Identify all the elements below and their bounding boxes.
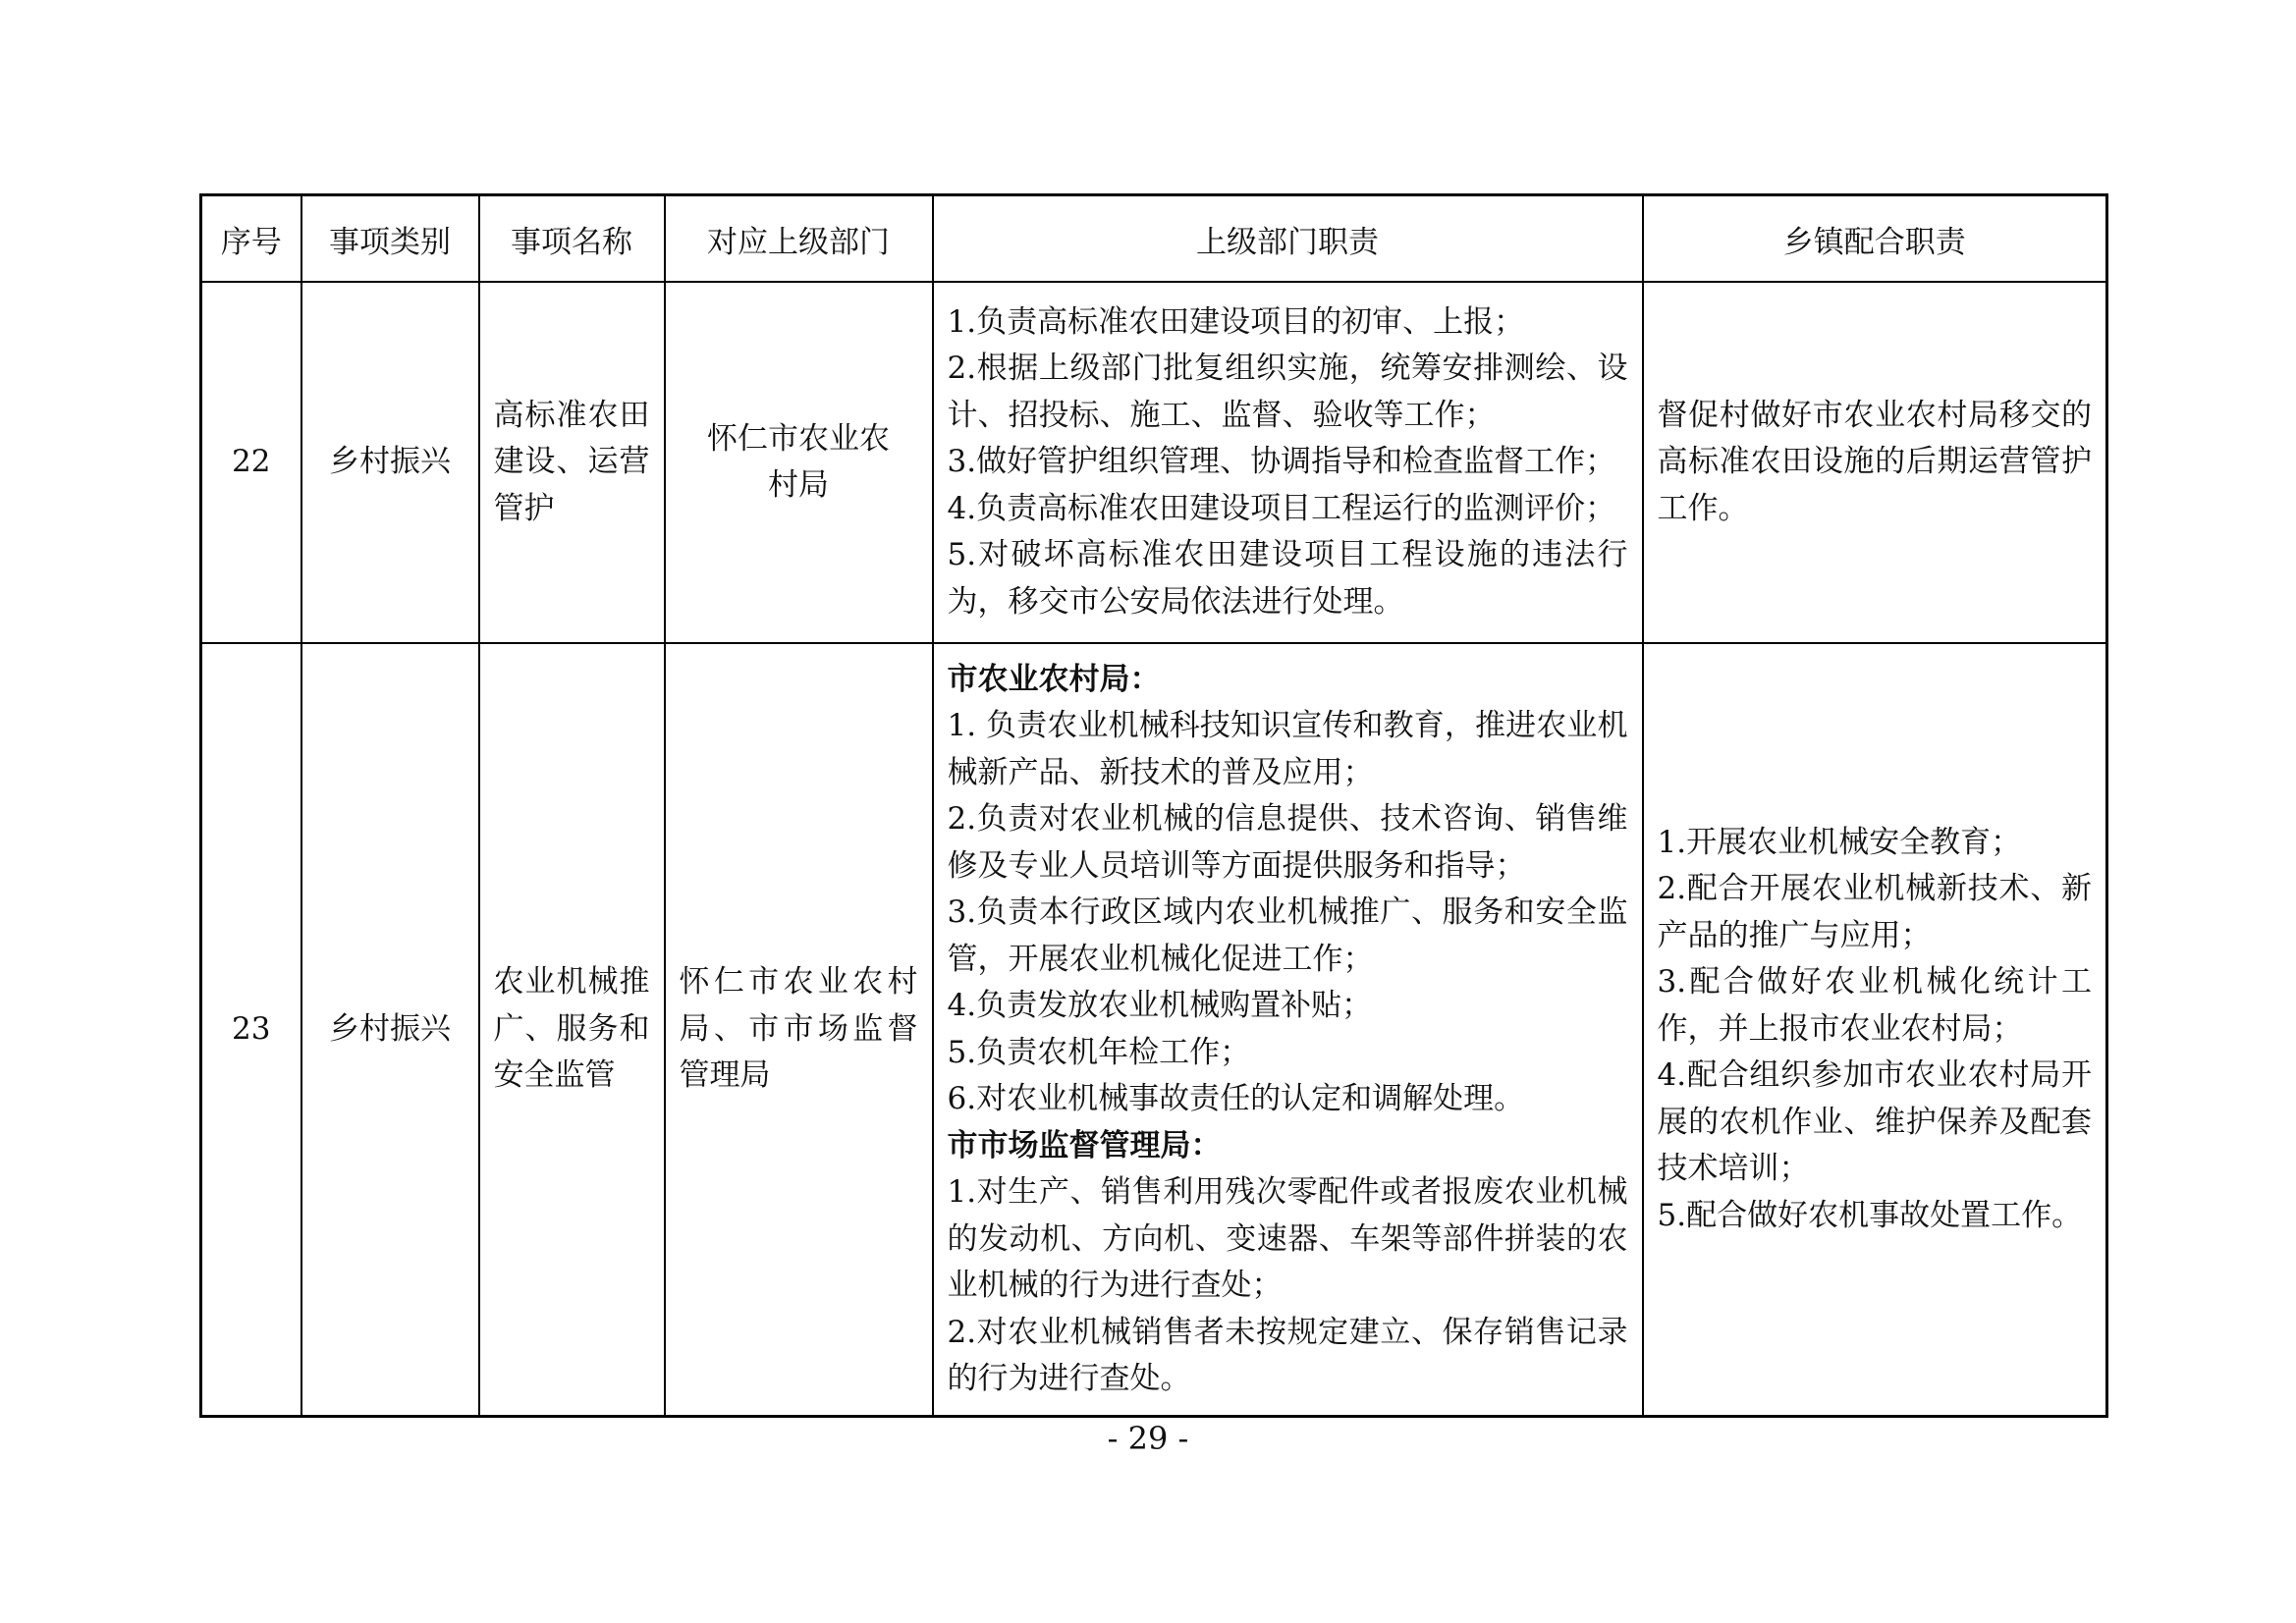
duty-item: 2.配合开展农业机械新技术、新产品的推广与应用； [1657,871,2092,953]
duty-item: 督促村做好市农业农村局移交的高标准农田设施的后期运营管护工作。 [1657,397,2092,526]
cell-town-duties [1643,643,2107,1417]
cell-dept-duties [933,282,1643,643]
duty-item: 5.对破坏高标准农田建设项目工程设施的违法行为，移交市公安局依法进行处理。 [947,537,1628,620]
duty-item: 1.负责高标准农田建设项目的初审、上报； [947,303,1525,340]
duty-item: 5.负责农机年检工作； [947,1034,1251,1070]
duty-group-heading: 市市场监督管理局： [947,1127,1222,1163]
cell-department: 怀仁市农业农村局、市市场监督管理局 [665,643,933,1417]
duty-item: 5.配合做好农机事故处置工作。 [1657,1197,2083,1233]
duty-item: 3.配合做好农业机械化统计工作，并上报市农业农村局； [1657,964,2092,1047]
cell-item-name: 高标准农田建设、运营管护 [479,282,665,643]
duty-item: 4.配合组织参加市农业农村局开展的农机作业、维护保养及配套技术培训； [1657,1057,2092,1187]
cell-department: 怀仁市农业农村局 [665,282,933,643]
cell-category: 乡村振兴 [301,643,479,1417]
duty-table [199,193,2108,1418]
header-item-name: 事项名称 [479,195,665,283]
duty-item: 4.负责发放农业机械购置补贴； [947,988,1373,1023]
cell-item-name: 农业机械推广、服务和安全监管 [479,643,665,1417]
duty-item: 4.负责高标准农田建设项目工程运行的监测评价； [947,490,1616,526]
duty-item: 2.负责对农业机械的信息提供、技术咨询、销售维修及专业人员培训等方面提供服务和指导； [947,801,1628,884]
duty-item: 6.对农业机械事故责任的认定和调解处理。 [947,1081,1525,1116]
header-department: 对应上级部门 [665,195,933,283]
header-seq: 序号 [201,195,301,283]
cell-category: 乡村振兴 [301,282,479,643]
duty-item: 1.对生产、销售利用残次零配件或者报废农业机械的发动机、方向机、变速器、车架等部件拼装的农业机械的行为进行查处； [947,1174,1628,1303]
table-row [201,282,2107,643]
cell-dept-duties [933,643,1643,1417]
duty-group-heading: 市农业农村局： [947,661,1161,697]
duty-item: 3.负责本行政区域内农业机械推广、服务和安全监管，开展农业机械化促进工作； [947,894,1628,977]
header-town-duties: 乡镇配合职责 [1643,195,2107,283]
duty-item: 1.开展农业机械安全教育； [1657,824,2022,860]
cell-seq: 22 [201,282,301,643]
page-number: - 29 - [1107,1420,1189,1457]
duty-item: 2.对农业机械销售者未按规定建立、保存销售记录的行为进行查处。 [947,1314,1628,1396]
table-row [201,643,2107,1417]
cell-town-duties [1643,282,2107,643]
table-header-row [201,195,2107,283]
duty-item: 1. 负责农业机械科技知识宣传和教育，推进农业机械新产品、新技术的普及应用； [947,708,1628,790]
cell-seq: 23 [201,643,301,1417]
header-dept-duties: 上级部门职责 [933,195,1643,283]
duty-item: 3.做好管护组织管理、协调指导和检查监督工作； [947,444,1616,480]
header-category: 事项类别 [301,195,479,283]
duty-item: 2.根据上级部门批复组织实施，统筹安排测绘、设计、招投标、施工、监督、验收等工作； [947,351,1628,433]
